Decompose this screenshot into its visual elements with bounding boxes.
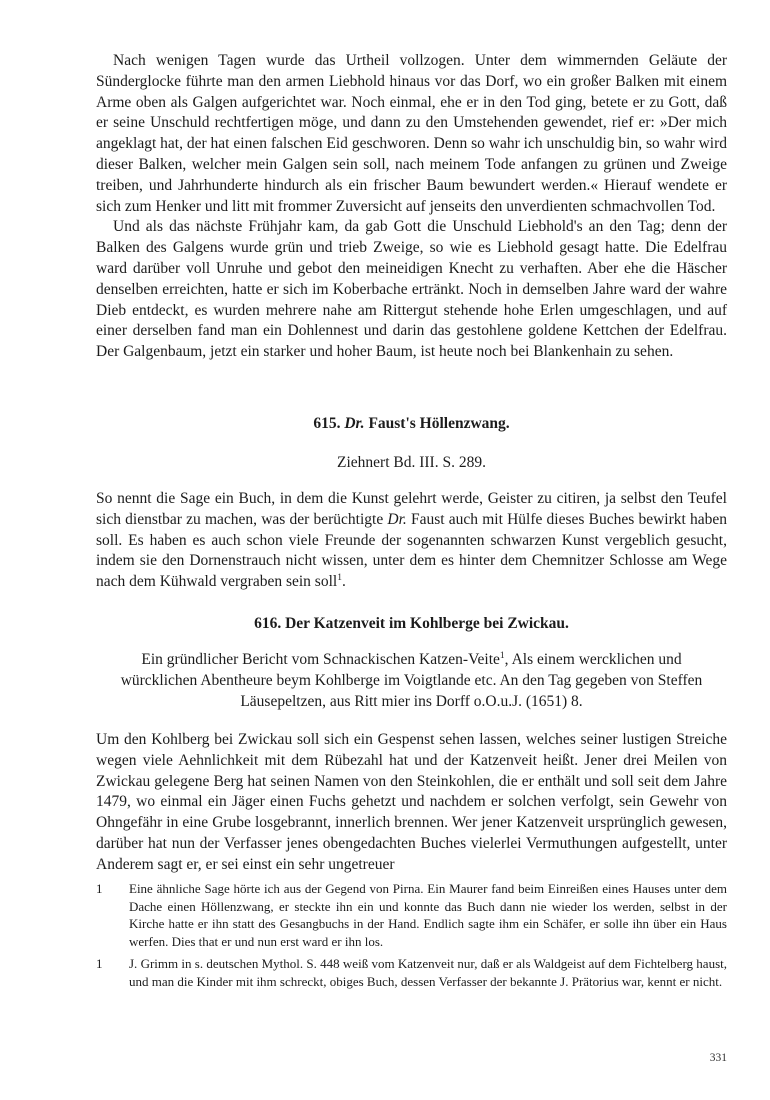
- text-part: Faust auch mit Hülfe dieses Buches bewirkt haben soll. Es haben es auch schon viele Freunde der sogenannten schwarzen Kunst vergeblich gesucht, indem sie den Dornenstrauch nicht wissen, unter dem es hinter dem Chemnitzer Schlosse am Wege nach dem Kühwald vergraben sein soll: [96, 510, 727, 591]
- footnote-text: Eine ähnliche Sage hörte ich aus der Gegend von Pirna. Ein Maurer fand beim Einreißen eines Hauses unter dem Dache einen Höllenzwang, er steckte ihn ein und konnte das Buch dann nie wieder los werden, selbst in der Kirche hatte er ihn statt des Gesangbuchs in der Hand. Endlich sagte ihm ein Schäfer, er solle ihn über ein Haus werfen. Dies that er und nun erst ward er ihn los.: [129, 881, 727, 950]
- section-615-source: Ziehnert Bd. III. S. 289.: [337, 454, 486, 471]
- footnote: [96, 880, 727, 951]
- paragraph: Nach wenigen Tagen wurde das Urtheil vollzogen. Unter dem wimmernden Geläute der Sünderglocke führte man den armen Liebhold hinaus vor das Dorf, wo ein großer Balken mit einem Arme oben als Galgen aufgerichtet war. Noch einmal, ehe er in den Tod ging, betete er zu Gott, daß er seine Unschuld rechtfertigen möge, und dann zu den Umstehenden gewendet, rief er: »Der mich angeklagt hat, der hat einen falschen Eid geschworen. Denn so wahr ich unschuldig bin, so wahr wird dieser Balken, welcher mein Galgen sein soll, nach meinem Tode anfangen zu grünen und Zweige treiben, und Jahrhunderte hindurch als ein frischer Baum bewundert werden.« Hierauf wendete er sich zum Henker und litt mit frommer Zuversicht auf jenseits den unverdienten schmachvollen Tod.: [96, 52, 727, 215]
- section-616-body: [96, 730, 727, 876]
- paragraph: [96, 489, 727, 593]
- footnote-ref: 1: [499, 650, 505, 661]
- source-text: , Als einem wercklichen und würcklichen Abentheure beym Kohlberge im Voigtlande etc. An den Tag gegeben von Steffen Läusepeltzen, aus Ritt mier ins Dorff o.O.u.J. (1651) 8.: [120, 651, 703, 710]
- footnote-number: 1: [96, 881, 103, 896]
- section-616-source: [112, 649, 711, 712]
- section-number: 615.: [313, 415, 341, 432]
- footnote-number: 1: [96, 955, 103, 971]
- paragraph: Und als das nächste Frühjahr kam, da gab Gott die Unschuld Liebhold's an den Tag; denn der Balken des Galgens wurde grün und trieb Zweige, so wie es Liebhold gesagt hatte. Die Edelfrau ward darüber voll Unruhe und gebot den meineidigen Knecht zu verhaften. Aber ehe die Häscher denselben erreichten, hatte er sich im Koberbache ertränkt. Noch in demselben Jahre ward der wahre Dieb entdeckt, es wurden mehrere nahe am Rittergut stehende hohe Erlen umgeschlagen, und auf einer derselben fand man ein Dohlennest und darin das gestohlene goldene Kettchen der Edelfrau. Der Galgenbaum, jetzt ein starker und hoher Baum, ist heute noch bei Blankenhain zu sehen.: [96, 218, 727, 361]
- section-615-body: [96, 489, 727, 593]
- footnote-text: J. Grimm in s. deutschen Mythol. S. 448 weiß vom Katzenveit nur, daß er als Waldgeist auf dem Fichtelberg haust, und man die Kinder mit ihm schreckt, obiges Buch, dessen Verfasser der bekannte J. Prätorius war, kennt er nicht.: [129, 955, 727, 989]
- footnote: [96, 955, 727, 990]
- paragraph: Um den Kohlberg bei Zwickau soll sich ein Gespenst sehen lassen, welches seiner lustigen Streiche wegen viele Aehnlichkeit mit dem Rübezahl hat und der Katzenveit heißt. Jener drei Meilen von Zwickau gelegene Berg hat seinen Namen von den Steinkohlen, die er enthält und soll seit dem Jahre 1479, wo einmal ein Jäger einen Fuchs gehetzt und nachdem er solchen verfolgt, sein Gewehr von Ohngefähr in eine Grube losgebrannt, innerlich brennen. Wer jener Katzenveit ursprünglich gewesen, darüber hat nun der Verfasser jenes obengedachten Buches vielerlei Vermuthungen aufgestellt, unter Anderem sagt er, er sei einst ein sehr ungetreuer: [96, 731, 727, 873]
- section-615-title: [96, 414, 727, 434]
- footnote-ref: 1: [337, 573, 342, 584]
- footnotes: [96, 880, 727, 994]
- text-part: So nennt die Sage ein Buch, in dem die Kunst gelehrt werde, Geister zu citiren, ja selbst den Teufel sich dienstbar zu machen, was der berüchtigte: [96, 490, 727, 528]
- text-part: .: [341, 573, 346, 591]
- text-dr: Dr.: [387, 510, 407, 528]
- title-dr: Dr.: [344, 415, 365, 432]
- page-number: 331: [709, 1052, 727, 1064]
- title-text: Faust's Höllenzwang.: [368, 415, 510, 432]
- section-616-title: 616. Der Katzenveit im Kohlberge bei Zwickau.: [254, 615, 569, 632]
- source-text: Ein gründlicher Bericht vom Schnackischen Katzen-Veite: [141, 651, 500, 668]
- story-614-continuation: [96, 51, 727, 363]
